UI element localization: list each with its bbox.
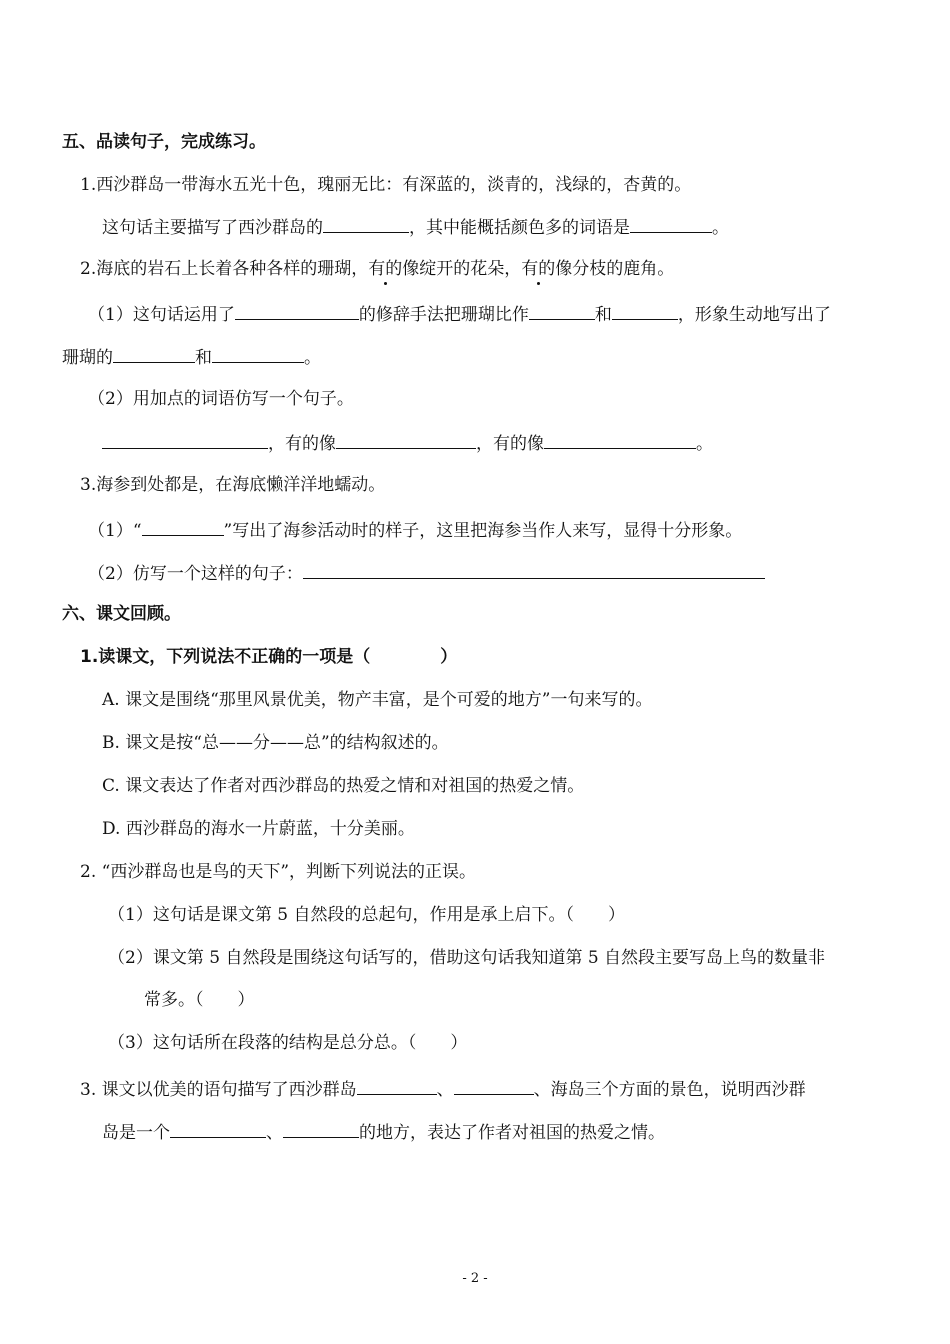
prompt-text: ，有的像: [268, 434, 336, 454]
prompt-text: 和: [594, 305, 612, 325]
prompt-text: ）: [440, 647, 458, 667]
question-5-2-part-2: （2）用加点的词语仿写一个句子。: [88, 389, 354, 409]
prompt-text: （2）仿写一个这样的句子：: [88, 564, 303, 584]
answer-blank[interactable]: [142, 517, 224, 536]
answer-blank[interactable]: [113, 344, 195, 363]
prompt-text: 3. 课文以优美的语句描写了西沙群岛: [80, 1080, 357, 1100]
prompt-text: 、: [436, 1080, 454, 1100]
question-6-3-line-1: [80, 1076, 806, 1102]
prompt-text: 岛是一个: [102, 1123, 170, 1143]
prompt-text: 、: [266, 1123, 283, 1143]
page-number: - 2 -: [462, 1271, 488, 1286]
question-6-2-item-1: （1）这句话是课文第 5 自然段的总起句，作用是承上启下。（ ）: [108, 905, 625, 925]
answer-blank[interactable]: [283, 1119, 359, 1138]
emphasis-word-youde-2: 有的: [521, 259, 556, 279]
question-6-1-stem: [80, 645, 457, 669]
question-6-2-stem: 2. “西沙群岛也是鸟的天下”，判断下列说法的正误。: [80, 862, 477, 882]
question-5-3-part-1: [88, 517, 742, 543]
answer-blank[interactable]: [544, 430, 696, 449]
prompt-text: （1）“: [88, 521, 142, 541]
question-6-3-line-2: [102, 1119, 665, 1145]
section-six-heading: 六、课文回顾。: [62, 604, 181, 624]
prompt-text: 1.读课文，下列说法不正确的一项是（: [80, 647, 371, 667]
question-5-3-sentence: 3.海参到处都是，在海底懒洋洋地蠕动。: [80, 475, 386, 495]
prompt-text: 。: [712, 218, 729, 238]
prompt-text: 、海岛三个方面的景色，说明西沙群: [533, 1080, 806, 1100]
answer-blank[interactable]: [303, 560, 765, 579]
question-5-1-prompt: [102, 214, 729, 240]
prompt-text: 这句话主要描写了西沙群岛的: [102, 218, 323, 238]
prompt-text: ，有的像: [476, 434, 544, 454]
sentence-part: 2.海底的岩石上长着各种各样的珊瑚，: [80, 259, 369, 279]
prompt-text: ，其中能概括颜色多的词语是: [409, 218, 630, 238]
answer-blank[interactable]: [454, 1076, 534, 1095]
question-5-2-part-2-answer: [102, 430, 713, 456]
answer-blank[interactable]: [170, 1119, 266, 1138]
answer-blank[interactable]: [212, 344, 304, 363]
option-b[interactable]: B. 课文是按“总——分——总”的结构叙述的。: [102, 733, 449, 753]
question-6-2-item-2: （2）课文第 5 自然段是围绕这句话写的，借助这句话我知道第 5 自然段主要写岛上鸟的数量非: [108, 948, 826, 968]
prompt-text: 的地方，表达了作者对祖国的热爱之情。: [359, 1123, 665, 1143]
option-c[interactable]: C. 课文表达了作者对西沙群岛的热爱之情和对祖国的热爱之情。: [102, 776, 585, 796]
answer-blank[interactable]: [102, 430, 268, 449]
emphasis-word-youde-1: 有的: [368, 259, 403, 279]
question-5-3-part-2: [88, 560, 765, 586]
prompt-text: 。: [696, 434, 713, 454]
answer-blank[interactable]: [235, 301, 359, 320]
answer-blank[interactable]: [323, 214, 409, 233]
prompt-text: 的修辞手法把珊瑚比作: [358, 305, 529, 325]
prompt-text: 。: [304, 348, 321, 368]
question-5-1-sentence: 1.西沙群岛一带海水五光十色，瑰丽无比：有深蓝的，淡青的，浅绿的，杏黄的。: [80, 175, 692, 195]
question-5-2-sentence: [80, 257, 674, 281]
answer-blank[interactable]: [630, 214, 712, 233]
sentence-part: 像分枝的鹿角。: [555, 259, 675, 279]
option-a[interactable]: A. 课文是围绕“那里风景优美，物产丰富，是个可爱的地方”一句来写的。: [102, 690, 653, 710]
option-d[interactable]: D. 西沙群岛的海水一片蔚蓝，十分美丽。: [102, 819, 415, 839]
question-5-2-part-1-cont: [62, 344, 321, 370]
question-6-2-item-2-cont: 常多。（ ）: [144, 990, 255, 1010]
prompt-text: （1）这句话运用了: [88, 305, 235, 325]
question-5-2-part-1: [88, 301, 831, 327]
answer-blank[interactable]: [336, 430, 476, 449]
answer-blank[interactable]: [357, 1076, 437, 1095]
section-five-heading: 五、品读句子，完成练习。: [62, 132, 266, 152]
prompt-text: ”写出了海参活动时的样子，这里把海参当作人来写，显得十分形象。: [223, 521, 743, 541]
question-6-2-item-3: （3）这句话所在段落的结构是总分总。（ ）: [108, 1033, 468, 1053]
prompt-text: 和: [195, 348, 212, 368]
sentence-part: 像绽开的花朵，: [402, 259, 522, 279]
prompt-text: ，形象生动地写出了: [677, 305, 831, 325]
answer-blank[interactable]: [529, 301, 595, 320]
prompt-text: 珊瑚的: [62, 348, 113, 368]
answer-blank[interactable]: [612, 301, 678, 320]
